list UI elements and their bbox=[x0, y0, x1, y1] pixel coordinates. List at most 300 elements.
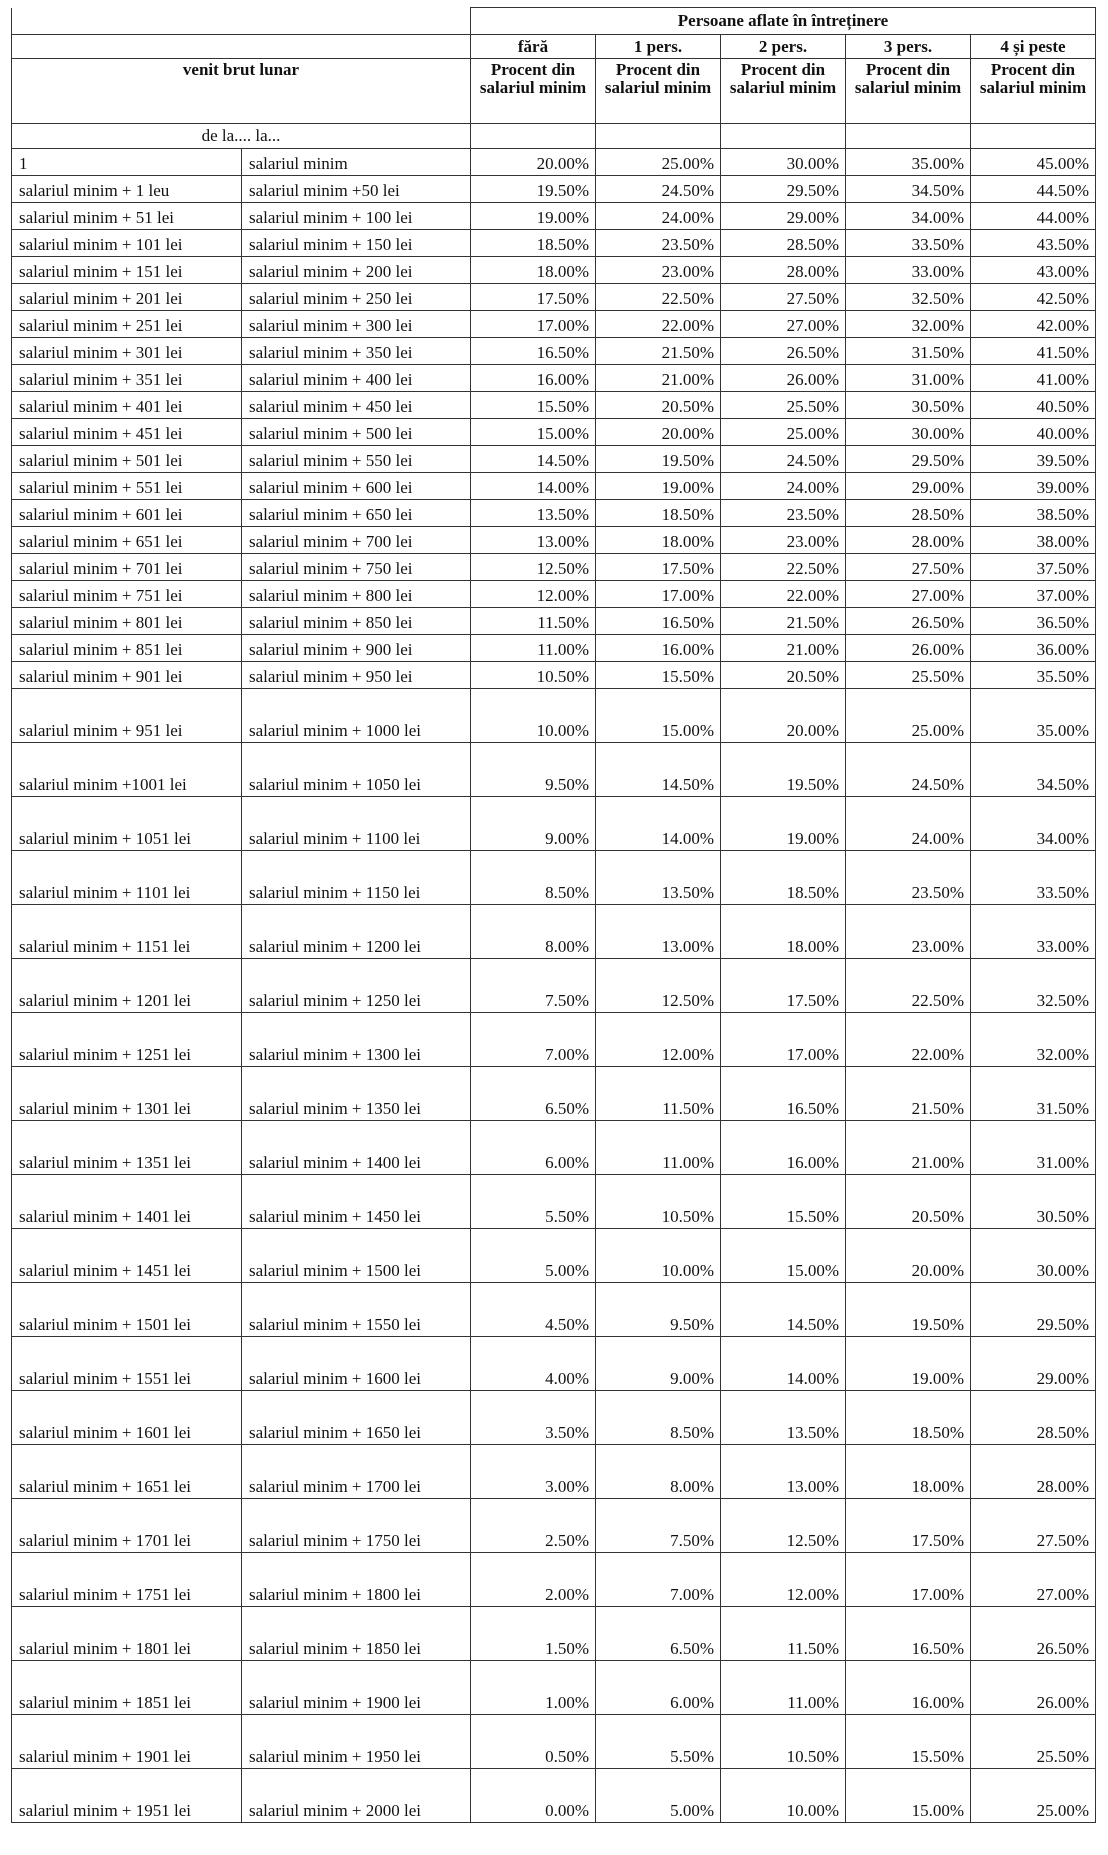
column-header-dependents: 4 și peste bbox=[971, 35, 1096, 59]
percent-cell: 25.00% bbox=[846, 689, 971, 743]
column-header-dependents: 3 pers. bbox=[846, 35, 971, 59]
percent-cell: 15.50% bbox=[846, 1715, 971, 1769]
income-to-cell: salariul minim + 1100 lei bbox=[242, 797, 471, 851]
percent-cell: 24.50% bbox=[846, 743, 971, 797]
income-from-cell: salariul minim + 1 leu bbox=[12, 176, 242, 203]
income-to-cell: salariul minim +50 lei bbox=[242, 176, 471, 203]
percent-cell: 30.50% bbox=[846, 392, 971, 419]
percent-cell: 5.50% bbox=[471, 1175, 596, 1229]
percent-cell: 19.50% bbox=[596, 446, 721, 473]
percent-cell: 14.00% bbox=[471, 473, 596, 500]
income-to-cell: salariul minim + 450 lei bbox=[242, 392, 471, 419]
percent-cell: 13.00% bbox=[721, 1445, 846, 1499]
income-from-cell: salariul minim + 601 lei bbox=[12, 500, 242, 527]
income-from-cell: salariul minim +1001 lei bbox=[12, 743, 242, 797]
percent-cell: 31.50% bbox=[971, 1067, 1096, 1121]
income-to-cell: salariul minim + 1750 lei bbox=[242, 1499, 471, 1553]
income-to-cell: salariul minim + 850 lei bbox=[242, 608, 471, 635]
income-to-cell: salariul minim + 1650 lei bbox=[242, 1391, 471, 1445]
income-to-cell: salariul minim + 1850 lei bbox=[242, 1607, 471, 1661]
table-row bbox=[12, 608, 1096, 635]
percent-cell: 34.50% bbox=[971, 743, 1096, 797]
percent-cell: 25.50% bbox=[721, 392, 846, 419]
income-from-cell: salariul minim + 901 lei bbox=[12, 662, 242, 689]
percent-cell: 29.00% bbox=[971, 1337, 1096, 1391]
percent-cell: 27.00% bbox=[721, 311, 846, 338]
table-row bbox=[12, 284, 1096, 311]
table-row bbox=[12, 905, 1096, 959]
percent-cell: 16.00% bbox=[846, 1661, 971, 1715]
percent-cell: 32.00% bbox=[846, 311, 971, 338]
percent-cell: 17.50% bbox=[721, 959, 846, 1013]
percent-cell: 27.50% bbox=[971, 1499, 1096, 1553]
percent-cell: 12.00% bbox=[596, 1013, 721, 1067]
percent-cell: 40.00% bbox=[971, 419, 1096, 446]
percent-cell: 18.00% bbox=[471, 257, 596, 284]
empty-cell bbox=[471, 124, 596, 149]
percent-cell: 21.00% bbox=[596, 365, 721, 392]
percent-cell: 35.00% bbox=[846, 149, 971, 176]
dependents-group-title: Persoane aflate în întreținere bbox=[471, 8, 1096, 35]
percent-cell: 24.50% bbox=[721, 446, 846, 473]
percent-cell: 16.50% bbox=[471, 338, 596, 365]
percent-cell: 11.00% bbox=[596, 1121, 721, 1175]
income-from-cell: salariul minim + 951 lei bbox=[12, 689, 242, 743]
percent-cell: 31.00% bbox=[971, 1121, 1096, 1175]
header-blank-cell bbox=[12, 8, 471, 35]
percent-cell: 6.50% bbox=[471, 1067, 596, 1121]
percent-cell: 16.50% bbox=[846, 1607, 971, 1661]
percent-cell: 29.50% bbox=[971, 1283, 1096, 1337]
table-body bbox=[12, 149, 1096, 1823]
table-row bbox=[12, 176, 1096, 203]
percent-cell: 33.50% bbox=[846, 230, 971, 257]
percent-cell: 32.00% bbox=[971, 1013, 1096, 1067]
income-to-cell: salariul minim + 550 lei bbox=[242, 446, 471, 473]
percent-cell: 41.00% bbox=[971, 365, 1096, 392]
percent-cell: 16.00% bbox=[471, 365, 596, 392]
income-to-cell: salariul minim + 800 lei bbox=[242, 581, 471, 608]
income-from-cell: salariul minim + 1101 lei bbox=[12, 851, 242, 905]
percent-cell: 40.50% bbox=[971, 392, 1096, 419]
table-row bbox=[12, 1229, 1096, 1283]
percent-cell: 6.00% bbox=[471, 1121, 596, 1175]
percent-cell: 28.00% bbox=[721, 257, 846, 284]
percent-cell: 20.00% bbox=[846, 1229, 971, 1283]
income-from-cell: salariul minim + 1651 lei bbox=[12, 1445, 242, 1499]
percent-cell: 17.00% bbox=[596, 581, 721, 608]
income-from-cell: salariul minim + 51 lei bbox=[12, 203, 242, 230]
income-to-cell: salariul minim + 700 lei bbox=[242, 527, 471, 554]
percent-cell: 4.50% bbox=[471, 1283, 596, 1337]
percent-cell: 28.50% bbox=[846, 500, 971, 527]
income-to-cell: salariul minim + 1700 lei bbox=[242, 1445, 471, 1499]
percent-cell: 2.00% bbox=[471, 1553, 596, 1607]
percent-cell: 7.00% bbox=[596, 1553, 721, 1607]
percent-cell: 28.00% bbox=[971, 1445, 1096, 1499]
income-to-cell: salariul minim + 1900 lei bbox=[242, 1661, 471, 1715]
percent-cell: 25.00% bbox=[596, 149, 721, 176]
percent-cell: 35.50% bbox=[971, 662, 1096, 689]
percent-cell: 21.50% bbox=[596, 338, 721, 365]
income-from-cell: salariul minim + 1251 lei bbox=[12, 1013, 242, 1067]
percent-cell: 20.00% bbox=[471, 149, 596, 176]
percent-cell: 13.50% bbox=[596, 851, 721, 905]
income-from-cell: salariul minim + 1801 lei bbox=[12, 1607, 242, 1661]
percent-cell: 19.00% bbox=[721, 797, 846, 851]
percent-cell: 12.50% bbox=[596, 959, 721, 1013]
column-subheader: Procent din salariul minim bbox=[471, 59, 596, 124]
percent-cell: 30.00% bbox=[721, 149, 846, 176]
income-from-cell: salariul minim + 1151 lei bbox=[12, 905, 242, 959]
percent-cell: 8.00% bbox=[471, 905, 596, 959]
column-header-dependents: 1 pers. bbox=[596, 35, 721, 59]
percent-cell: 29.00% bbox=[846, 473, 971, 500]
table-row bbox=[12, 1391, 1096, 1445]
percent-cell: 11.00% bbox=[721, 1661, 846, 1715]
percent-cell: 10.00% bbox=[596, 1229, 721, 1283]
table-header bbox=[12, 8, 1096, 149]
percent-cell: 17.00% bbox=[846, 1553, 971, 1607]
percent-cell: 30.00% bbox=[971, 1229, 1096, 1283]
percent-cell: 15.00% bbox=[471, 419, 596, 446]
income-to-cell: salariul minim bbox=[242, 149, 471, 176]
percent-cell: 24.00% bbox=[846, 797, 971, 851]
table-row bbox=[12, 230, 1096, 257]
income-from-cell: 1 bbox=[12, 149, 242, 176]
empty-cell bbox=[596, 124, 721, 149]
percent-cell: 8.00% bbox=[596, 1445, 721, 1499]
column-subheader: Procent din salariul minim bbox=[846, 59, 971, 124]
percent-cell: 11.50% bbox=[471, 608, 596, 635]
income-from-cell: salariul minim + 1401 lei bbox=[12, 1175, 242, 1229]
table-row bbox=[12, 149, 1096, 176]
table-row bbox=[12, 338, 1096, 365]
percent-cell: 12.50% bbox=[721, 1499, 846, 1553]
income-from-cell: salariul minim + 1451 lei bbox=[12, 1229, 242, 1283]
percent-cell: 27.00% bbox=[971, 1553, 1096, 1607]
percent-cell: 16.00% bbox=[596, 635, 721, 662]
table-row bbox=[12, 473, 1096, 500]
percent-cell: 25.50% bbox=[846, 662, 971, 689]
income-from-cell: salariul minim + 701 lei bbox=[12, 554, 242, 581]
percent-cell: 22.00% bbox=[596, 311, 721, 338]
income-from-cell: salariul minim + 401 lei bbox=[12, 392, 242, 419]
percent-cell: 5.00% bbox=[596, 1769, 721, 1823]
percent-cell: 19.00% bbox=[846, 1337, 971, 1391]
percent-cell: 0.50% bbox=[471, 1715, 596, 1769]
percent-cell: 20.50% bbox=[721, 662, 846, 689]
percent-cell: 3.00% bbox=[471, 1445, 596, 1499]
table-row bbox=[12, 446, 1096, 473]
income-to-cell: salariul minim + 500 lei bbox=[242, 419, 471, 446]
income-from-cell: salariul minim + 1751 lei bbox=[12, 1553, 242, 1607]
percent-cell: 25.00% bbox=[971, 1769, 1096, 1823]
percent-cell: 10.50% bbox=[721, 1715, 846, 1769]
income-to-cell: salariul minim + 1350 lei bbox=[242, 1067, 471, 1121]
percent-cell: 18.50% bbox=[721, 851, 846, 905]
income-from-cell: salariul minim + 201 lei bbox=[12, 284, 242, 311]
percent-cell: 32.50% bbox=[971, 959, 1096, 1013]
percent-cell: 34.00% bbox=[971, 797, 1096, 851]
percent-cell: 28.50% bbox=[721, 230, 846, 257]
percent-cell: 6.00% bbox=[596, 1661, 721, 1715]
income-from-cell: salariul minim + 751 lei bbox=[12, 581, 242, 608]
income-to-cell: salariul minim + 600 lei bbox=[242, 473, 471, 500]
table-row bbox=[12, 1553, 1096, 1607]
income-from-cell: salariul minim + 551 lei bbox=[12, 473, 242, 500]
income-to-cell: salariul minim + 1600 lei bbox=[242, 1337, 471, 1391]
percent-cell: 17.50% bbox=[846, 1499, 971, 1553]
table-row bbox=[12, 1013, 1096, 1067]
percent-cell: 15.50% bbox=[721, 1175, 846, 1229]
income-to-cell: salariul minim + 1400 lei bbox=[242, 1121, 471, 1175]
percent-cell: 0.00% bbox=[471, 1769, 596, 1823]
percent-cell: 24.00% bbox=[596, 203, 721, 230]
percent-cell: 37.00% bbox=[971, 581, 1096, 608]
percent-cell: 16.00% bbox=[721, 1121, 846, 1175]
percent-cell: 22.50% bbox=[721, 554, 846, 581]
income-from-cell: salariul minim + 251 lei bbox=[12, 311, 242, 338]
percent-cell: 12.50% bbox=[471, 554, 596, 581]
income-from-cell: salariul minim + 1601 lei bbox=[12, 1391, 242, 1445]
income-to-cell: salariul minim + 1150 lei bbox=[242, 851, 471, 905]
percent-cell: 24.50% bbox=[596, 176, 721, 203]
table-row bbox=[12, 527, 1096, 554]
table-row bbox=[12, 1715, 1096, 1769]
table-row bbox=[12, 662, 1096, 689]
percent-cell: 17.00% bbox=[471, 311, 596, 338]
percent-cell: 16.50% bbox=[721, 1067, 846, 1121]
table-row bbox=[12, 365, 1096, 392]
percent-cell: 26.00% bbox=[971, 1661, 1096, 1715]
table-row bbox=[12, 500, 1096, 527]
percent-cell: 29.50% bbox=[846, 446, 971, 473]
percent-cell: 17.50% bbox=[471, 284, 596, 311]
percent-cell: 23.00% bbox=[846, 905, 971, 959]
percent-cell: 34.50% bbox=[846, 176, 971, 203]
income-to-cell: salariul minim + 200 lei bbox=[242, 257, 471, 284]
percent-cell: 23.00% bbox=[596, 257, 721, 284]
percent-cell: 11.00% bbox=[471, 635, 596, 662]
percent-cell: 43.00% bbox=[971, 257, 1096, 284]
percent-cell: 31.00% bbox=[846, 365, 971, 392]
percent-cell: 33.50% bbox=[971, 851, 1096, 905]
table-row bbox=[12, 1499, 1096, 1553]
empty-cell bbox=[846, 124, 971, 149]
table-row bbox=[12, 203, 1096, 230]
percent-cell: 29.50% bbox=[721, 176, 846, 203]
percent-cell: 18.00% bbox=[846, 1445, 971, 1499]
income-from-cell: salariul minim + 801 lei bbox=[12, 608, 242, 635]
percent-cell: 13.00% bbox=[596, 905, 721, 959]
percent-cell: 39.50% bbox=[971, 446, 1096, 473]
percent-cell: 15.00% bbox=[846, 1769, 971, 1823]
percent-cell: 41.50% bbox=[971, 338, 1096, 365]
percent-cell: 14.50% bbox=[721, 1283, 846, 1337]
percent-cell: 43.50% bbox=[971, 230, 1096, 257]
column-subheader: Procent din salariul minim bbox=[971, 59, 1096, 124]
percent-cell: 18.50% bbox=[596, 500, 721, 527]
range-label: de la.... la... bbox=[12, 124, 471, 149]
percent-cell: 20.50% bbox=[846, 1175, 971, 1229]
percent-cell: 15.00% bbox=[721, 1229, 846, 1283]
percent-cell: 26.00% bbox=[846, 635, 971, 662]
percent-cell: 18.00% bbox=[596, 527, 721, 554]
percent-cell: 7.50% bbox=[471, 959, 596, 1013]
percent-cell: 36.50% bbox=[971, 608, 1096, 635]
table-row bbox=[12, 1121, 1096, 1175]
percent-cell: 29.00% bbox=[721, 203, 846, 230]
percent-cell: 30.50% bbox=[971, 1175, 1096, 1229]
percent-cell: 18.50% bbox=[846, 1391, 971, 1445]
document-page bbox=[11, 7, 1095, 1823]
income-to-cell: salariul minim + 100 lei bbox=[242, 203, 471, 230]
income-to-cell: salariul minim + 300 lei bbox=[242, 311, 471, 338]
percent-cell: 23.50% bbox=[596, 230, 721, 257]
percent-cell: 10.50% bbox=[596, 1175, 721, 1229]
percent-cell: 28.00% bbox=[846, 527, 971, 554]
percent-cell: 14.50% bbox=[596, 743, 721, 797]
income-to-cell: salariul minim + 1550 lei bbox=[242, 1283, 471, 1337]
percent-cell: 33.00% bbox=[846, 257, 971, 284]
income-to-cell: salariul minim + 150 lei bbox=[242, 230, 471, 257]
table-row bbox=[12, 851, 1096, 905]
percent-cell: 13.50% bbox=[721, 1391, 846, 1445]
income-from-cell: salariul minim + 1301 lei bbox=[12, 1067, 242, 1121]
percent-cell: 18.50% bbox=[471, 230, 596, 257]
percent-cell: 9.00% bbox=[471, 797, 596, 851]
income-from-cell: salariul minim + 1551 lei bbox=[12, 1337, 242, 1391]
income-to-cell: salariul minim + 1000 lei bbox=[242, 689, 471, 743]
income-column-title: venit brut lunar bbox=[12, 59, 471, 124]
percent-cell: 33.00% bbox=[971, 905, 1096, 959]
percent-cell: 10.00% bbox=[721, 1769, 846, 1823]
column-header-dependents: fără bbox=[471, 35, 596, 59]
table-row bbox=[12, 797, 1096, 851]
percent-cell: 9.50% bbox=[596, 1283, 721, 1337]
percent-cell: 24.00% bbox=[721, 473, 846, 500]
percent-cell: 10.00% bbox=[471, 689, 596, 743]
table-row bbox=[12, 743, 1096, 797]
table-row bbox=[12, 1067, 1096, 1121]
empty-cell bbox=[971, 124, 1096, 149]
percent-cell: 31.50% bbox=[846, 338, 971, 365]
percent-cell: 13.00% bbox=[471, 527, 596, 554]
income-from-cell: salariul minim + 151 lei bbox=[12, 257, 242, 284]
percent-cell: 32.50% bbox=[846, 284, 971, 311]
column-header-dependents: 2 pers. bbox=[721, 35, 846, 59]
percent-cell: 7.00% bbox=[471, 1013, 596, 1067]
percent-cell: 44.00% bbox=[971, 203, 1096, 230]
income-from-cell: salariul minim + 1901 lei bbox=[12, 1715, 242, 1769]
table-row bbox=[12, 311, 1096, 338]
income-to-cell: salariul minim + 1250 lei bbox=[242, 959, 471, 1013]
income-to-cell: salariul minim + 1950 lei bbox=[242, 1715, 471, 1769]
percent-cell: 19.50% bbox=[471, 176, 596, 203]
income-to-cell: salariul minim + 350 lei bbox=[242, 338, 471, 365]
income-from-cell: salariul minim + 101 lei bbox=[12, 230, 242, 257]
percent-cell: 22.50% bbox=[596, 284, 721, 311]
percent-cell: 12.00% bbox=[471, 581, 596, 608]
percent-cell: 7.50% bbox=[596, 1499, 721, 1553]
table-row bbox=[12, 581, 1096, 608]
table-row bbox=[12, 959, 1096, 1013]
header-blank-cell bbox=[12, 35, 471, 59]
percent-cell: 8.50% bbox=[471, 851, 596, 905]
percent-cell: 2.50% bbox=[471, 1499, 596, 1553]
income-to-cell: salariul minim + 650 lei bbox=[242, 500, 471, 527]
table-row bbox=[12, 392, 1096, 419]
deduction-table bbox=[11, 7, 1096, 1823]
income-to-cell: salariul minim + 250 lei bbox=[242, 284, 471, 311]
table-row bbox=[12, 554, 1096, 581]
percent-cell: 21.00% bbox=[846, 1121, 971, 1175]
percent-cell: 14.00% bbox=[721, 1337, 846, 1391]
percent-cell: 9.00% bbox=[596, 1337, 721, 1391]
percent-cell: 38.50% bbox=[971, 500, 1096, 527]
percent-cell: 19.50% bbox=[846, 1283, 971, 1337]
income-from-cell: salariul minim + 1051 lei bbox=[12, 797, 242, 851]
income-from-cell: salariul minim + 451 lei bbox=[12, 419, 242, 446]
income-from-cell: salariul minim + 1201 lei bbox=[12, 959, 242, 1013]
percent-cell: 4.00% bbox=[471, 1337, 596, 1391]
percent-cell: 12.00% bbox=[721, 1553, 846, 1607]
percent-cell: 18.00% bbox=[721, 905, 846, 959]
percent-cell: 5.00% bbox=[471, 1229, 596, 1283]
percent-cell: 19.00% bbox=[596, 473, 721, 500]
percent-cell: 27.50% bbox=[846, 554, 971, 581]
percent-cell: 19.50% bbox=[721, 743, 846, 797]
income-from-cell: salariul minim + 1701 lei bbox=[12, 1499, 242, 1553]
column-subheader: Procent din salariul minim bbox=[721, 59, 846, 124]
percent-cell: 20.00% bbox=[596, 419, 721, 446]
percent-cell: 8.50% bbox=[596, 1391, 721, 1445]
income-from-cell: salariul minim + 501 lei bbox=[12, 446, 242, 473]
percent-cell: 26.50% bbox=[721, 338, 846, 365]
percent-cell: 36.00% bbox=[971, 635, 1096, 662]
income-to-cell: salariul minim + 1800 lei bbox=[242, 1553, 471, 1607]
table-row bbox=[12, 257, 1096, 284]
income-to-cell: salariul minim + 1450 lei bbox=[242, 1175, 471, 1229]
table-row bbox=[12, 419, 1096, 446]
percent-cell: 11.50% bbox=[721, 1607, 846, 1661]
income-to-cell: salariul minim + 900 lei bbox=[242, 635, 471, 662]
income-from-cell: salariul minim + 1851 lei bbox=[12, 1661, 242, 1715]
percent-cell: 19.00% bbox=[471, 203, 596, 230]
percent-cell: 22.00% bbox=[846, 1013, 971, 1067]
income-to-cell: salariul minim + 1200 lei bbox=[242, 905, 471, 959]
percent-cell: 9.50% bbox=[471, 743, 596, 797]
table-row bbox=[12, 1175, 1096, 1229]
percent-cell: 1.00% bbox=[471, 1661, 596, 1715]
empty-cell bbox=[721, 124, 846, 149]
income-to-cell: salariul minim + 1500 lei bbox=[242, 1229, 471, 1283]
percent-cell: 11.50% bbox=[596, 1067, 721, 1121]
table-row bbox=[12, 1661, 1096, 1715]
table-row bbox=[12, 1445, 1096, 1499]
percent-cell: 23.50% bbox=[721, 500, 846, 527]
percent-cell: 15.00% bbox=[596, 689, 721, 743]
income-from-cell: salariul minim + 1351 lei bbox=[12, 1121, 242, 1175]
column-subheader: Procent din salariul minim bbox=[596, 59, 721, 124]
income-from-cell: salariul minim + 301 lei bbox=[12, 338, 242, 365]
percent-cell: 39.00% bbox=[971, 473, 1096, 500]
percent-cell: 21.00% bbox=[721, 635, 846, 662]
table-row bbox=[12, 1283, 1096, 1337]
table-row bbox=[12, 1769, 1096, 1823]
percent-cell: 42.00% bbox=[971, 311, 1096, 338]
